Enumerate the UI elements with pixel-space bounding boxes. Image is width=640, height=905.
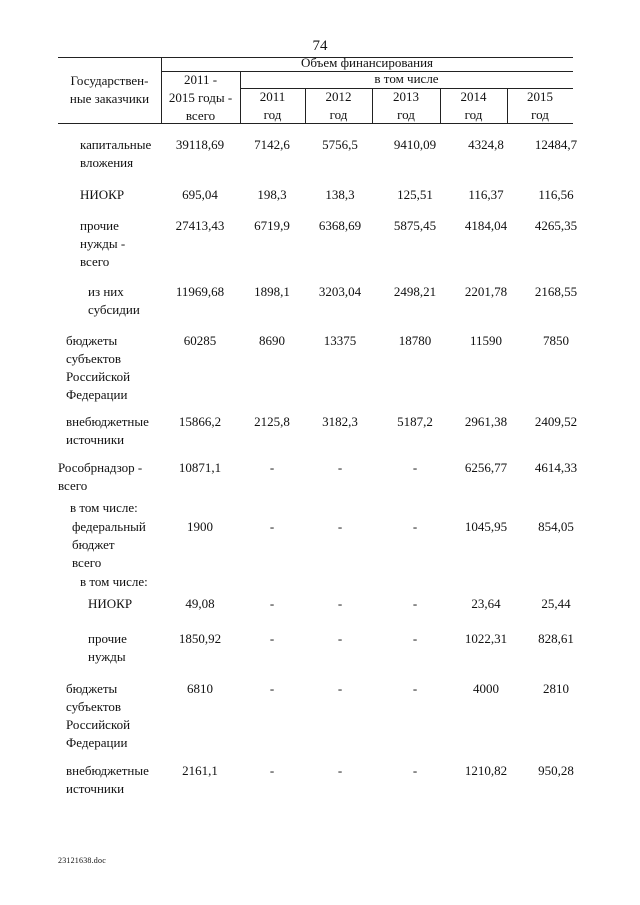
value-2011: 6719,9 bbox=[254, 218, 290, 233]
total-column-header: 2011 - 2015 годы - всего bbox=[168, 72, 233, 123]
row-total: 6810 bbox=[187, 681, 213, 696]
value-2013: 125,51 bbox=[397, 187, 433, 202]
value-2013: - bbox=[412, 519, 418, 534]
value-2013: - bbox=[412, 631, 418, 646]
value-2011: 198,3 bbox=[257, 187, 287, 202]
row-total: 49,08 bbox=[185, 596, 215, 611]
value-2013: 9410,09 bbox=[393, 137, 437, 152]
value-2012: 3182,3 bbox=[322, 414, 358, 429]
value-2011: 8690 bbox=[259, 333, 285, 348]
value-2011: - bbox=[269, 681, 275, 696]
value-2012: 5756,5 bbox=[322, 137, 358, 152]
row-total: 60285 bbox=[183, 333, 217, 348]
value-2015: 7850 bbox=[543, 333, 569, 348]
value-2013: 2498,21 bbox=[393, 284, 437, 299]
row-label: НИОКР bbox=[80, 187, 125, 202]
row-label: капитальные вложения bbox=[80, 137, 152, 170]
row-total: 15866,2 bbox=[178, 414, 222, 429]
value-2014: 116,37 bbox=[468, 187, 504, 202]
value-2015: 2409,52 bbox=[534, 414, 578, 429]
row-total: 10871,1 bbox=[178, 460, 222, 475]
row-label: из них субсидии bbox=[88, 284, 140, 317]
year-header-2013: 2013 год bbox=[393, 89, 419, 122]
row-label: прочие нужды - всего bbox=[80, 218, 126, 269]
value-2011: - bbox=[269, 631, 275, 646]
value-2014: 2961,38 bbox=[464, 414, 508, 429]
row-total: 2161,1 bbox=[182, 763, 218, 778]
value-2013: 5875,45 bbox=[393, 218, 437, 233]
including-header: в том числе bbox=[374, 71, 439, 86]
row-total: 39118,69 bbox=[175, 137, 225, 152]
row-label: бюджеты субъектов Российской Федерации bbox=[66, 681, 131, 750]
value-2014: 23,64 bbox=[471, 596, 501, 611]
value-2013: - bbox=[412, 460, 418, 475]
year-header-2014: 2014 год bbox=[460, 89, 487, 122]
value-2015: 4614,33 bbox=[534, 460, 578, 475]
year-header-2012: 2012 год bbox=[325, 89, 352, 122]
customer-column-header: Государствен- ные заказчики bbox=[69, 73, 150, 106]
value-2015: 116,56 bbox=[538, 187, 574, 202]
value-2012: - bbox=[337, 519, 343, 534]
value-2012: - bbox=[337, 631, 343, 646]
value-2014: 4184,04 bbox=[464, 218, 508, 233]
value-2011: 7142,6 bbox=[254, 137, 290, 152]
row-label: в том числе: bbox=[70, 500, 138, 515]
value-2013: - bbox=[412, 681, 418, 696]
value-2014: 4000 bbox=[473, 681, 499, 696]
value-2013: - bbox=[412, 763, 418, 778]
value-2013: 18780 bbox=[398, 333, 432, 348]
year-header-2011: 2011 год bbox=[259, 89, 286, 122]
document-filename: 23121638.doc bbox=[58, 856, 106, 865]
row-label: внебюджетные источники bbox=[66, 763, 149, 796]
value-2015: 950,28 bbox=[538, 763, 574, 778]
value-2015: 2168,55 bbox=[534, 284, 578, 299]
value-2011: - bbox=[269, 763, 275, 778]
value-2011: 2125,8 bbox=[254, 414, 290, 429]
row-total: 1900 bbox=[187, 519, 213, 534]
value-2015: 4265,35 bbox=[534, 218, 578, 233]
value-2014: 1210,82 bbox=[464, 763, 508, 778]
value-2014: 2201,78 bbox=[464, 284, 508, 299]
value-2013: - bbox=[412, 596, 418, 611]
value-2012: 6368,69 bbox=[318, 218, 362, 233]
value-2011: - bbox=[269, 596, 275, 611]
value-2014: 11590 bbox=[469, 333, 503, 348]
value-2011: 1898,1 bbox=[254, 284, 290, 299]
value-2015: 25,44 bbox=[541, 596, 571, 611]
row-label: федеральный бюджет всего bbox=[72, 519, 146, 570]
value-2015: 854,05 bbox=[538, 519, 574, 534]
value-2014: 6256,77 bbox=[464, 460, 508, 475]
row-label: в том числе: bbox=[80, 574, 148, 589]
value-2012: - bbox=[337, 763, 343, 778]
value-2012: 3203,04 bbox=[318, 284, 362, 299]
value-2015: 2810 bbox=[543, 681, 569, 696]
row-total: 1850,92 bbox=[178, 631, 222, 646]
page-number: 74 bbox=[312, 38, 328, 54]
value-2011: - bbox=[269, 460, 275, 475]
value-2012: - bbox=[337, 460, 343, 475]
value-2012: 13375 bbox=[323, 333, 357, 348]
financing-header: Объем финансирования bbox=[300, 55, 434, 70]
row-total: 27413,43 bbox=[175, 218, 225, 233]
value-2014: 4324,8 bbox=[468, 137, 504, 152]
row-label: прочие нужды bbox=[88, 631, 127, 664]
value-2015: 828,61 bbox=[538, 631, 574, 646]
row-label: внебюджетные источники bbox=[66, 414, 149, 447]
value-2015: 12484,7 bbox=[534, 137, 578, 152]
year-header-2015: 2015 год bbox=[527, 89, 553, 122]
row-label: бюджеты субъектов Российской Федерации bbox=[66, 333, 131, 402]
row-total: 695,04 bbox=[182, 187, 218, 202]
value-2012: 138,3 bbox=[325, 187, 355, 202]
value-2014: 1022,31 bbox=[464, 631, 508, 646]
value-2011: - bbox=[269, 519, 275, 534]
value-2014: 1045,95 bbox=[464, 519, 508, 534]
row-label: Рособрнадзор - всего bbox=[58, 460, 143, 493]
value-2012: - bbox=[337, 596, 343, 611]
value-2012: - bbox=[337, 681, 343, 696]
row-total: 11969,68 bbox=[175, 284, 225, 299]
row-label: НИОКР bbox=[88, 596, 133, 611]
value-2013: 5187,2 bbox=[397, 414, 433, 429]
